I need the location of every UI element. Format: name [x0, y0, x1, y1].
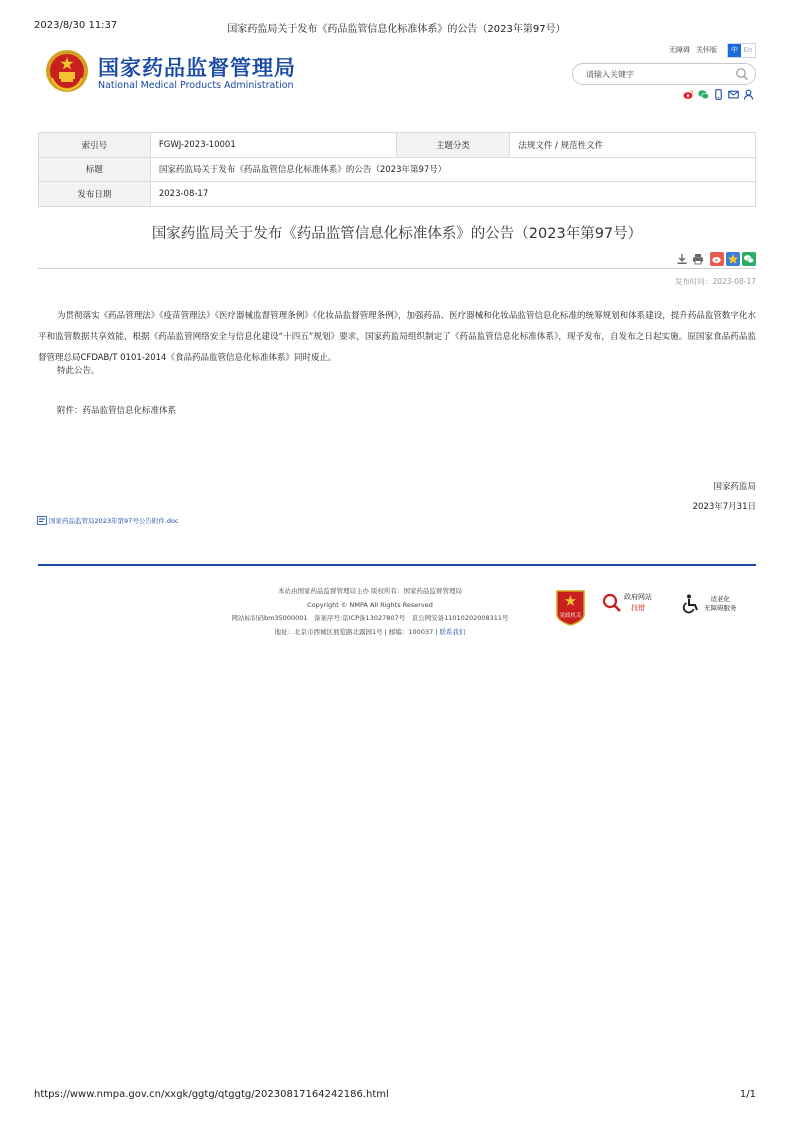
mobile-icon[interactable]	[713, 89, 724, 100]
share-wechat-icon[interactable]	[742, 252, 756, 266]
magnifier-icon	[602, 593, 622, 613]
search-box[interactable]	[572, 63, 756, 85]
title-divider	[38, 268, 756, 269]
user-icon[interactable]	[743, 89, 754, 100]
attachment-text: 附件：药品监管信息化标准体系	[57, 406, 177, 416]
print-timestamp: 2023/8/30 11:37	[34, 20, 118, 31]
weibo-icon[interactable]	[683, 89, 694, 100]
mail-icon[interactable]	[728, 89, 739, 100]
site-name-en[interactable]: National Medical Products Administration	[98, 80, 294, 91]
print-header	[34, 20, 759, 34]
elderly-accessibility-service[interactable]	[682, 594, 737, 614]
footer-copyright: Copyright © NMPA All Rights Reserved	[307, 600, 433, 609]
attachment-link[interactable]	[37, 516, 179, 525]
sign-date: 2023年7月31日	[692, 502, 756, 512]
print-icon[interactable]	[692, 253, 704, 265]
table-row	[39, 182, 756, 207]
title-value: 国家药监局关于发布《药品监管信息化标准体系》的公告（2023年第97号）	[150, 157, 755, 182]
search-input[interactable]: 请输入关键字	[586, 70, 634, 79]
gov-website-error-report[interactable]	[602, 592, 652, 614]
search-icon[interactable]	[735, 67, 749, 81]
print-url: https://www.nmpa.gov.cn/xxgk/ggtg/qtggtg/20230817164242186.html	[34, 1089, 389, 1100]
accessibility-line1: 适老化	[710, 595, 730, 603]
article-toolbar	[672, 252, 756, 266]
category-label: 主题分类	[396, 133, 510, 158]
footer-sponsor: 本站由国家药品监督管理局主办 版权所有：国家药品监督管理局	[277, 587, 463, 595]
share-weibo-icon[interactable]	[710, 252, 724, 266]
accessibility-badge-label	[704, 595, 737, 613]
print-page-title: 国家药监局关于发布《药品监管信息化标准体系》的公告（2023年第97号）	[227, 24, 566, 35]
index-label: 索引号	[39, 133, 151, 158]
national-emblem-icon[interactable]	[44, 48, 90, 94]
wechat-icon[interactable]	[698, 89, 709, 100]
publish-time: 发布时间：2023-08-17	[674, 277, 756, 286]
lang-zh-button[interactable]: 中	[728, 44, 741, 57]
lang-en-button[interactable]: En	[741, 44, 755, 57]
gov-badge-line2: 找错	[631, 604, 645, 612]
attachment-link-text[interactable]: 国家药品监管局2023年第97号公告附件.doc	[49, 517, 179, 525]
gov-badge-label	[624, 592, 652, 614]
party-badge-text: 党政机关	[559, 613, 582, 619]
date-label: 发布日期	[39, 182, 151, 207]
doc-file-icon	[37, 516, 47, 525]
contact-us-link[interactable]: 联系我们	[439, 627, 466, 636]
language-switch	[727, 43, 756, 58]
social-icons	[679, 89, 754, 100]
footer-info	[200, 585, 540, 639]
table-row	[39, 133, 756, 158]
article-body: 为贯彻落实《药品管理法》《疫苗管理法》《医疗器械监督管理条例》《化妆品监督管理条例》，加强药品、医疗器械和化妆品监管信息化标准的统筹规划和体系建设，提升药品监管数字化水平和监管数据共享效能，根据《药品监管网络安全与信息化建设“十四五”规划》要求，国家药监局组织制定了《药品监管信息化标准体系》，现予发布，自发布之日起实施。原国家食品药品监督管理总局CFDAB/T 0101-2014《食品药品监管信息化标准体系》同时废止。	[38, 311, 756, 363]
share-qzone-icon[interactable]	[726, 252, 740, 266]
notice-text: 特此公告。	[57, 366, 100, 376]
top-links	[663, 43, 756, 57]
document-meta-table	[38, 132, 756, 207]
date-value: 2023-08-17	[150, 182, 755, 207]
footer-registration: 网站标识码bm35000001 备案序号:京ICP备13027807号 京公网安备11010202008311号	[231, 614, 509, 622]
site-name-cn[interactable]: 国家药品监督管理局	[98, 56, 296, 80]
download-icon[interactable]	[676, 253, 688, 265]
site-header	[38, 42, 756, 102]
category-value: 法规文件 / 规范性文件	[510, 133, 756, 158]
footer-divider	[38, 564, 756, 566]
wheelchair-icon	[682, 594, 700, 614]
footer-address-text: 地址：北京市西城区展览路北露园1号 | 邮编：100037 |	[274, 627, 440, 636]
table-row	[39, 157, 756, 182]
index-value: FGWJ-2023-10001	[150, 133, 396, 158]
party-government-badge[interactable]	[555, 588, 586, 626]
signer: 国家药监局	[713, 482, 756, 492]
title-label: 标题	[39, 157, 151, 182]
care-mode-link[interactable]: 关怀版	[696, 46, 717, 54]
article-title: 国家药监局关于发布《药品监管信息化标准体系》的公告（2023年第97号）	[151, 226, 643, 242]
print-page-number: 1/1	[739, 1089, 756, 1100]
accessibility-line2: 无障碍服务	[704, 604, 737, 612]
accessibility-link[interactable]: 无障碍	[669, 46, 690, 54]
footer-address	[200, 626, 540, 640]
gov-badge-line1: 政府网站	[624, 593, 652, 601]
